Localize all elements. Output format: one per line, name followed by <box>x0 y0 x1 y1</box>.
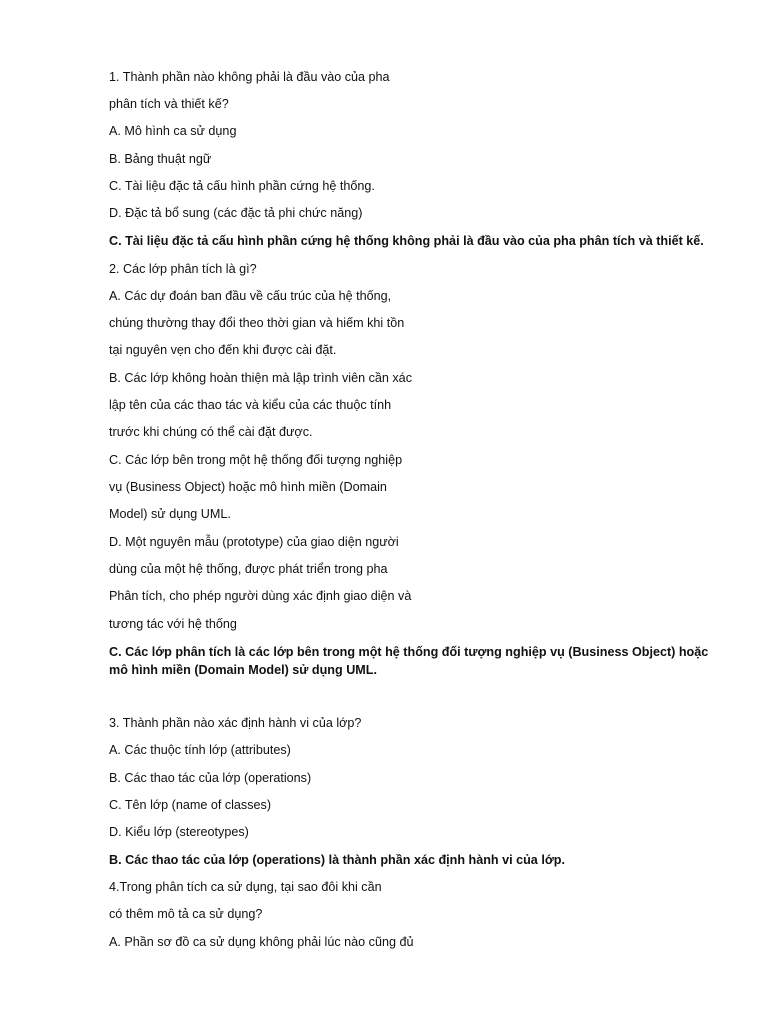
question-4-text: 4.Trong phân tích ca sử dụng, tại sao đôi khi cần <box>109 880 382 894</box>
question-3-option-c: C. Tên lớp (name of classes) <box>109 798 272 812</box>
question-2-option-d-cont: dùng của một hệ thống, được phát triển trong pha <box>109 562 388 576</box>
question-2-option-d-cont3: tương tác với hệ thống <box>109 617 237 631</box>
question-2-answer: C. Các lớp phân tích là các lớp bên trong một hệ thống đối tượng nghiệp vụ (Business Object) hoặc mô hình miền (Domain Model) sử dụng UML. <box>109 645 709 677</box>
question-3-option-d: D. Kiểu lớp (stereotypes) <box>109 825 249 839</box>
question-4-text-cont: có thêm mô tả ca sử dụng? <box>109 907 263 921</box>
question-3-option-a: A. Các thuộc tính lớp (attributes) <box>109 743 291 757</box>
question-1-text-cont: phân tích và thiết kế? <box>109 97 229 111</box>
question-1-option-b: B. Bảng thuật ngữ <box>109 152 212 166</box>
question-1-text: 1. Thành phần nào không phải là đầu vào của pha <box>109 70 390 84</box>
question-1-answer: C. Tài liệu đặc tả cấu hình phần cứng hệ thống không phải là đầu vào của pha phân tích và thiết kế. <box>109 234 704 248</box>
question-2-option-d-cont2: Phân tích, cho phép người dùng xác định giao diện và <box>109 589 412 603</box>
question-2-option-c-cont: vụ (Business Object) hoặc mô hình miền (Domain <box>109 480 387 494</box>
question-2-text: 2. Các lớp phân tích là gì? <box>109 262 257 276</box>
question-2-option-b: B. Các lớp không hoàn thiện mà lập trình viên cần xác <box>109 371 412 385</box>
question-2-option-b-cont: lập tên của các thao tác và kiểu của các thuộc tính <box>109 398 392 412</box>
question-1-option-d: D. Đặc tả bổ sung (các đặc tả phi chức năng) <box>109 206 363 220</box>
question-2-option-b-cont2: trước khi chúng có thể cài đặt được. <box>109 425 313 439</box>
question-2-option-c: C. Các lớp bên trong một hệ thống đối tượng nghiệp <box>109 453 403 467</box>
question-2-option-a-cont2: tại nguyên vẹn cho đến khi được cài đặt. <box>109 343 337 357</box>
question-3-answer: B. Các thao tác của lớp (operations) là thành phần xác định hành vi của lớp. <box>109 853 565 867</box>
question-3-text: 3. Thành phần nào xác định hành vi của lớp? <box>109 716 362 730</box>
question-2-option-d: D. Một nguyên mẫu (prototype) của giao diện người <box>109 535 399 549</box>
question-4-option-a: A. Phần sơ đồ ca sử dụng không phải lúc nào cũng đủ <box>109 935 414 949</box>
question-2-option-a: A. Các dự đoán ban đầu về cấu trúc của hệ thống, <box>109 289 392 303</box>
question-2-option-c-cont2: Model) sử dụng UML. <box>109 507 231 521</box>
question-2-option-a-cont: chúng thường thay đổi theo thời gian và hiếm khi tồn <box>109 316 405 330</box>
question-1-option-a: A. Mô hình ca sử dụng <box>109 124 237 138</box>
question-3-option-b: B. Các thao tác của lớp (operations) <box>109 771 312 785</box>
question-1-option-c: C. Tài liệu đặc tả cấu hình phần cứng hệ thống. <box>109 179 375 193</box>
